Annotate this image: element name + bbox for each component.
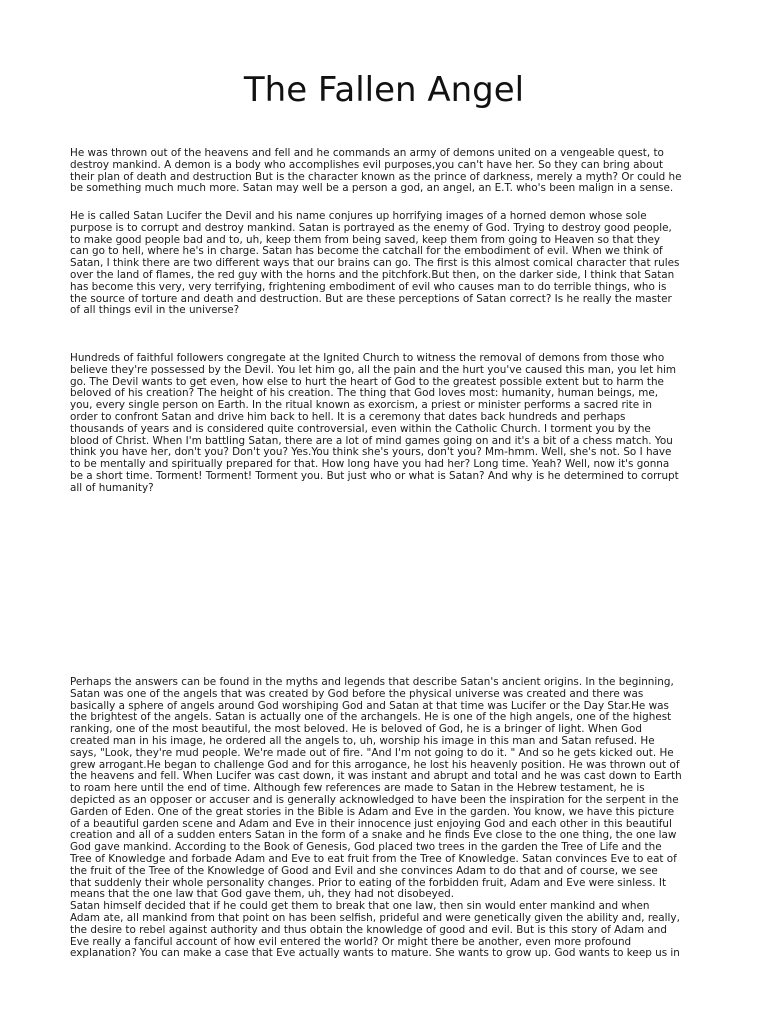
text-line: blood of Christ. When I'm battling Satan, there are a lot of mind games going on and it's a bit of a chess match. You	[70, 434, 673, 447]
text-line: all of humanity?	[70, 481, 154, 494]
text-line: believe they're possessed by the Devil. You let him go, all the pain and the hurt you've caused this man, you let him	[70, 363, 677, 376]
text-line: Perhaps the answers can be found in the myths and legends that describe Satan's ancient origins. In the beginning,	[70, 676, 674, 688]
text-line: thousands of years and is considered quite controversial, even within the Catholic Church. I torment you by the	[70, 422, 651, 435]
text-line: the desire to rebel against authority and thus obtain the knowledge of good and evil. But is this story of Adam and	[70, 923, 667, 936]
text-line: basically a sphere of angels around God worshiping God and Satan at that time was Lucifer or the Day Star.He was	[70, 699, 669, 712]
text-line: the brightest of the angels. Satan is actually one of the archangels. He is one of the high angels, one of the highest	[70, 711, 672, 724]
text-line: Eve really a fanciful account of how evil entered the world? Or might there be another, even more profound	[70, 935, 632, 948]
text-line: to be mentally and spiritually prepared for that. How long have you had her? Long time. Yeah? Well, now it's gonna	[70, 458, 670, 471]
paragraph-2	[70, 211, 702, 317]
text-line: ranking, one of the most beautiful, the most beloved. He is beloved of God, he is a bringer of light. When God	[70, 723, 643, 736]
text-line: depicted as an opposer or accuser and is generally acknowledged to have been the inspiration for the serpent in the	[70, 793, 679, 806]
text-line: can go to hell, where he's in charge. Satan has become the catchall for the embodiment of evil. When we think of	[70, 245, 663, 258]
text-line: grew arrogant.He began to challenge God and for this arrogance, he lost his heavenly position. He was thrown out of	[70, 758, 680, 771]
text-line: that suddenly their whole personality changes. Prior to eating of the forbidden fruit, Adam and Eve were sinless. It	[70, 876, 667, 889]
paragraph-4	[70, 677, 702, 960]
text-line: be a short time. Torment! Torment! Torment you. But just who or what is Satan? And why is he determined to corrupt	[70, 469, 679, 482]
text-line: Tree of Knowledge and forbade Adam and Eve to eat fruit from the Tree of Knowledge. Satan convinces Eve to eat of	[70, 852, 677, 865]
text-line: of a beautiful garden scene and Adam and Eve in their innocence just enjoying God and each other in this beautiful	[70, 817, 672, 830]
text-line: says, "Look, they're mud people. We're made out of fire. "And I'm not going to do it. " And so he gets kicked out. He	[70, 746, 674, 759]
text-line: the fruit of the Tree of the Knowledge of Good and Evil and she convinces Adam to do that and of course, we see	[70, 864, 658, 877]
text-line: Garden of Eden. One of the great stories in the Bible is Adam and Eve in the garden. You know, we have this picture	[70, 805, 675, 818]
text-line: has become this very, very terrifying, frightening embodiment of evil who causes man to do terrible things, who is	[70, 280, 667, 293]
text-line: think you have her, don't you? Don't you? Yes.You think she's yours, don't you? Mm-hmm. Well, she's not. So I have	[70, 446, 672, 459]
text-line: be something much much more. Satan may well be a person a god, an angel, an E.T. who's been malign in a sense.	[70, 182, 674, 195]
text-line: God gave mankind. According to the Book of Genesis, God placed two trees in the garden the Tree of Life and the	[70, 841, 662, 854]
document-title: The Fallen Angel	[243, 70, 525, 110]
text-line: created man in his image, he ordered all the angels to, uh, worship his image in this man and Satan refused. He	[70, 734, 655, 747]
text-line: the heavens and fell. When Lucifer was cast down, it was instant and abrupt and total and he was cast down to Earth	[70, 770, 682, 783]
text-line: go. The Devil wants to get even, how else to hurt the heart of God to the greatest possible extent but to harm the	[70, 375, 664, 388]
text-line: Satan himself decided that if he could get them to break that one law, then sin would enter mankind and when	[70, 900, 650, 913]
text-line: Adam ate, all mankind from that point on has been selfish, prideful and were genetically given the ability and, really,	[70, 911, 680, 924]
text-line: you, every single person on Earth. In the ritual known as exorcism, a priest or minister performs a sacred rite in	[70, 399, 652, 412]
text-line: Satan, I think there are two different ways that our brains can go. The first is this almost comical character that rules	[70, 257, 680, 270]
text-line: creation and all of a sudden enters Satan in the form of a snake and he finds Eve close to the one thing, the one law	[70, 829, 677, 842]
text-line: their plan of death and destruction But is the character known as the prince of darkness, merely a myth? Or could he	[70, 170, 682, 183]
text-line: Satan was one of the angels that was created by God before the physical universe was created and there was	[70, 687, 644, 700]
text-line: order to confront Satan and drive him back to hell. It is a ceremony that dates back hundreds and perhaps	[70, 410, 626, 423]
text-line: He is called Satan Lucifer the Devil and his name conjures up horrifying images of a horned demon whose sole	[70, 210, 647, 222]
text-line: Hundreds of faithful followers congregate at the Ignited Church to witness the removal of demons from those who	[70, 352, 665, 364]
text-line: destroy mankind. A demon is a body who accomplishes evil purposes,you can't have her. So they can bring about	[70, 158, 664, 171]
text-line: beloved of his creation? The height of his creation. The thing that God loves most: humanity, human beings, me,	[70, 387, 659, 400]
text-line: the source of torture and death and destruction. But are these perceptions of Satan correct? Is he really the master	[70, 292, 672, 305]
text-line: means that the one law that God gave them, uh, they had not disobeyed.	[70, 888, 455, 901]
text-line: of all things evil in the universe?	[70, 304, 240, 317]
text-line: explanation? You can make a case that Eve actually wants to mature. She wants to grow up. God wants to keep us in	[70, 947, 680, 960]
text-line: to make good people bad and to, uh, keep them from being saved, keep them from going to Heaven so that they	[70, 233, 661, 246]
text-line: to roam here until the end of time. Although few references are made to Satan in the Hebrew testament, he is	[70, 782, 645, 795]
text-line: purpose is to corrupt and destroy mankind. Satan is portrayed as the enemy of God. Trying to destroy good people,	[70, 221, 672, 234]
text-line: over the land of flames, the red guy with the horns and the pitchfork.But then, on the darker side, I think that Satan	[70, 268, 675, 281]
paragraph-1	[70, 148, 702, 195]
paragraph-3	[70, 353, 702, 495]
text-line: He was thrown out of the heavens and fell and he commands an army of demons united on a vengeable quest, to	[70, 147, 664, 159]
